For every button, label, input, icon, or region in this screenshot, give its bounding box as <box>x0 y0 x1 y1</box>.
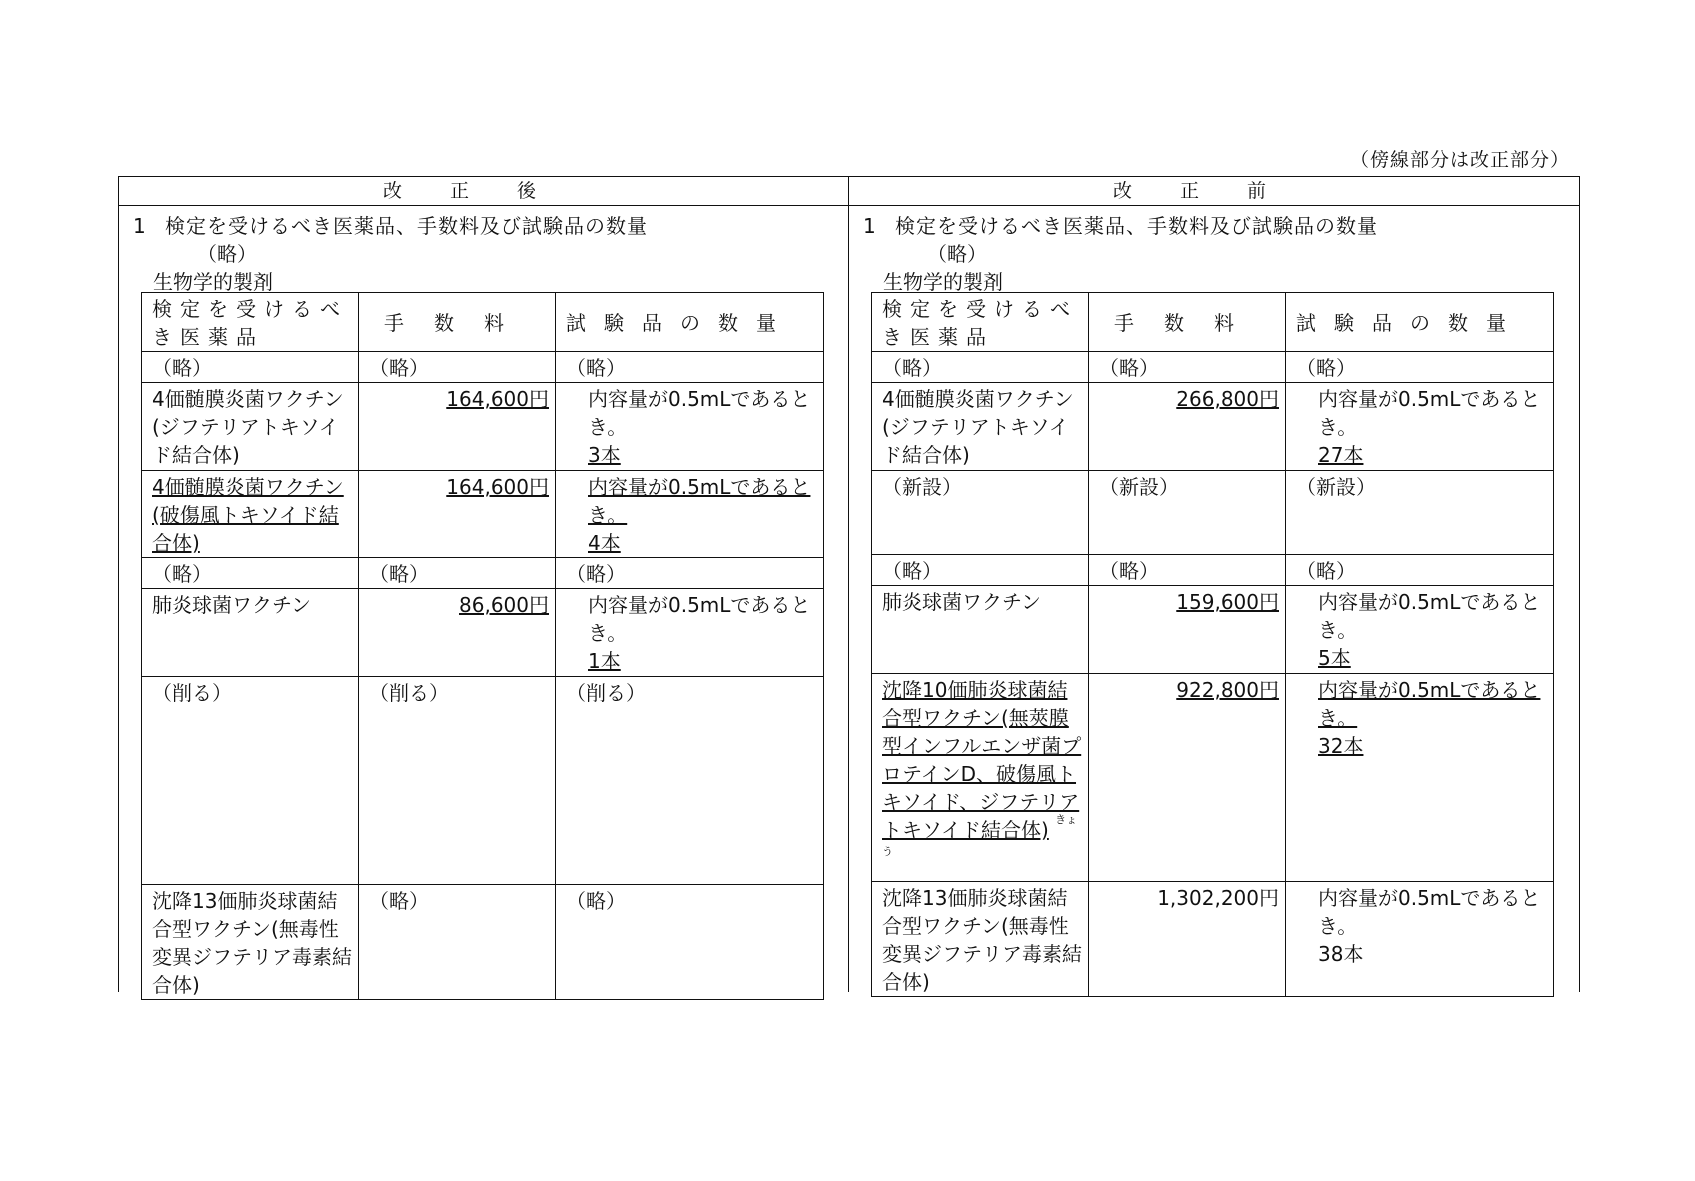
table-row <box>142 558 824 589</box>
fee-cell: （削る） <box>359 677 556 885</box>
before-table <box>871 292 1554 997</box>
quantity-cell <box>556 589 824 677</box>
quantity-count: 1本 <box>588 649 621 673</box>
quantity-cell: （略） <box>556 885 824 1000</box>
table-row <box>872 383 1554 471</box>
quantity-cell <box>556 471 824 558</box>
table-row <box>872 882 1554 997</box>
table-row <box>142 383 824 471</box>
quantity-cell: （略） <box>1286 555 1554 586</box>
quantity-cell: （削る） <box>556 677 824 885</box>
quantity-cell <box>1286 882 1554 997</box>
quantity-cell <box>556 383 824 471</box>
quantity-count: 27本 <box>1318 443 1364 467</box>
section-subtitle: 生物学的製剤 <box>883 270 1003 294</box>
fee-cell: （略） <box>359 885 556 1000</box>
table-row <box>872 674 1554 882</box>
fee-cell: （略） <box>1089 352 1286 383</box>
header-before: 改正前 <box>1112 180 1314 202</box>
legend-note: （傍線部分は改正部分） <box>1349 149 1570 171</box>
section-number: 1 <box>863 214 877 238</box>
section-omit: （略） <box>927 242 987 266</box>
medicine-cell: 4価髄膜炎菌ワクチン(ジフテリアトキソイド結合体) <box>872 383 1089 471</box>
quantity-cell: （略） <box>556 558 824 589</box>
medicine-cell: 肺炎球菌ワクチン <box>142 589 359 677</box>
header-fee: 手数料 <box>1089 293 1286 352</box>
frame-header <box>119 177 1579 206</box>
medicine-cell: （削る） <box>142 677 359 885</box>
medicine-cell: （略） <box>142 352 359 383</box>
fee-value: 86,600円 <box>459 593 549 617</box>
quantity-count: 4本 <box>588 531 621 555</box>
quantity-cell <box>1286 383 1554 471</box>
table-row <box>142 677 824 885</box>
section-omit: （略） <box>197 242 257 266</box>
medicine-cell: （略） <box>872 555 1089 586</box>
table-row <box>142 885 824 1000</box>
fee-value: 164,600円 <box>446 387 549 411</box>
table-row <box>142 589 824 677</box>
medicine-cell: （新設） <box>872 471 1089 555</box>
table-row <box>872 555 1554 586</box>
fee-cell: （新設） <box>1089 471 1286 555</box>
medicine-cell: 4価髄膜炎菌ワクチン(破傷風トキソイド結合体) <box>152 475 344 555</box>
section-title <box>863 210 1378 239</box>
medicine-cell: 沈降13価肺炎球菌結合型ワクチン(無毒性変異ジフテリア毒素結合体) <box>872 882 1089 997</box>
medicine-cell: （略） <box>872 352 1089 383</box>
table-row <box>872 471 1554 555</box>
quantity-cell <box>1286 586 1554 674</box>
before-column <box>849 206 1578 992</box>
header-medicine: 検定を受けるべき医薬品 <box>872 293 1089 352</box>
fee-cell: （略） <box>359 558 556 589</box>
quantity-count: 3本 <box>588 443 621 467</box>
fee-value: 266,800円 <box>1176 387 1279 411</box>
fee-value: 164,600円 <box>446 475 549 499</box>
quantity-cell: （略） <box>1286 352 1554 383</box>
medicine-cell: 4価髄膜炎菌ワクチン(ジフテリアトキソイド結合体) <box>142 383 359 471</box>
section-title-text: 検定を受けるべき医薬品、手数料及び試験品の数量 <box>895 214 1378 238</box>
medicine-cell: 肺炎球菌ワクチン <box>872 586 1089 674</box>
header-quantity: 試験品の数量 <box>1286 293 1554 352</box>
quantity-cell <box>1286 674 1554 882</box>
ruby-annotation: きょう <box>882 813 1078 858</box>
table-row <box>872 586 1554 674</box>
section-title <box>133 210 648 239</box>
after-table <box>141 292 824 1000</box>
table-row <box>142 352 824 383</box>
fee-cell: （略） <box>359 352 556 383</box>
header-quantity: 試験品の数量 <box>556 293 824 352</box>
fee-cell: 1,302,200円 <box>1089 882 1286 997</box>
quantity-count: 32本 <box>1318 734 1364 758</box>
quantity-condition: 内容量が0.5mLであるとき。 <box>1318 590 1541 642</box>
medicine-cell: 沈降13価肺炎球菌結合型ワクチン(無毒性変異ジフテリア毒素結合体) <box>142 885 359 1000</box>
table-header-row <box>142 293 824 352</box>
quantity-cell: （新設） <box>1286 471 1554 555</box>
fee-value: 159,600円 <box>1176 590 1279 614</box>
table-row <box>142 471 824 558</box>
section-title-text: 検定を受けるべき医薬品、手数料及び試験品の数量 <box>165 214 648 238</box>
after-column <box>119 206 848 997</box>
table-row <box>872 352 1554 383</box>
quantity-condition: 内容量が0.5mLであるとき。 <box>1318 678 1541 730</box>
section-subtitle: 生物学的製剤 <box>153 270 273 294</box>
medicine-cell: 沈降10価肺炎球菌結合型ワクチン(無莢膜型インフルエンザ菌プロテインD、破傷風トキソイド、ジフテリアトキソイド結合体) <box>882 678 1082 842</box>
fee-value: 922,800円 <box>1176 678 1279 702</box>
quantity-condition: 内容量が0.5mLであるとき。 <box>1318 387 1541 439</box>
header-after: 改正後 <box>119 177 849 205</box>
quantity-count: 38本 <box>1318 942 1364 966</box>
section-number: 1 <box>133 214 147 238</box>
fee-cell: （略） <box>1089 555 1286 586</box>
quantity-condition: 内容量が0.5mLであるとき。 <box>588 387 811 439</box>
quantity-cell: （略） <box>556 352 824 383</box>
header-fee: 手数料 <box>359 293 556 352</box>
quantity-condition: 内容量が0.5mLであるとき。 <box>588 475 811 527</box>
medicine-cell: （略） <box>142 558 359 589</box>
quantity-count: 5本 <box>1318 646 1351 670</box>
quantity-condition: 内容量が0.5mLであるとき。 <box>1318 886 1541 938</box>
quantity-condition: 内容量が0.5mLであるとき。 <box>588 593 811 645</box>
table-header-row <box>872 293 1554 352</box>
header-medicine: 検定を受けるべき医薬品 <box>142 293 359 352</box>
comparison-table-frame <box>118 176 1580 997</box>
